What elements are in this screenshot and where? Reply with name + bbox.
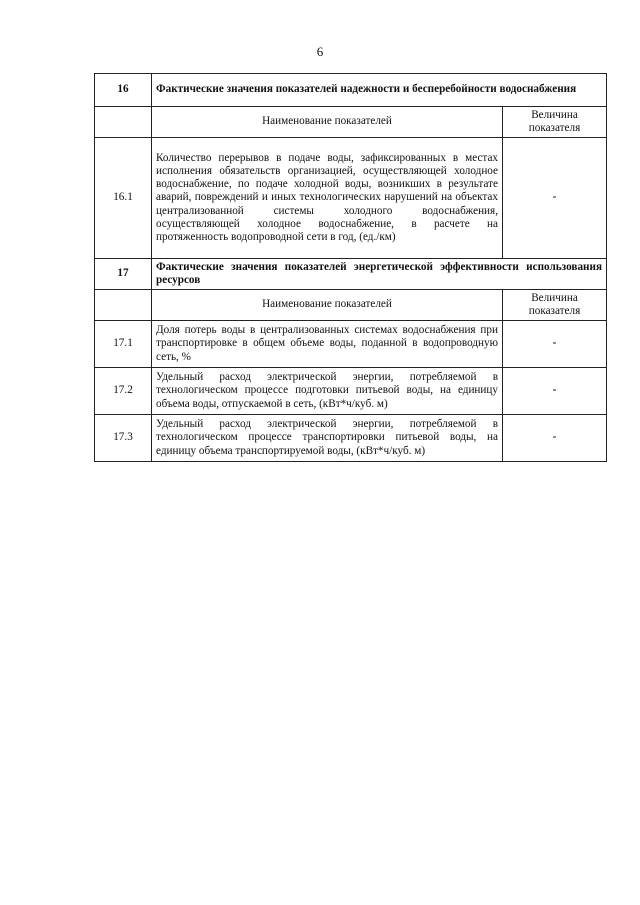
column-header-value: Величина показателя [503,290,607,321]
row-value: - [503,368,607,415]
row-description: Удельный расход электрической энергии, потребляемой в технологическом процессе подготовки питьевой воды, на единицу объема воды, отпускаемой в сеть, (кВт*ч/куб. м) [152,368,503,415]
empty-cell [95,107,152,138]
section-number: 17 [95,259,152,290]
column-header-value: Величина показателя [503,107,607,138]
indicators-table [94,73,607,462]
row-number: 16.1 [95,138,152,259]
column-header-row [95,107,607,138]
row-number: 17.3 [95,415,152,462]
section-header-row [95,74,607,107]
row-value: - [503,415,607,462]
row-description: Количество перерывов в подаче воды, зафиксированных в местах исполнения обязательств организацией, осуществляющей холодное водоснабжение, по подаче холодной воды, возникших в результате аварий, повреждений и иных технологических нарушений на объектах централизованной системы холодного водоснабжения, осуществляющей холодное водоснабжение, в расчете на протяженность водопроводной сети в год, (ед./км) [152,138,503,259]
row-value: - [503,138,607,259]
column-header-name: Наименование показателей [152,107,503,138]
table-row [95,321,607,368]
row-value: - [503,321,607,368]
row-number: 17.2 [95,368,152,415]
section-title: Фактические значения показателей надежности и бесперебойности водоснабжения [152,74,607,107]
row-description: Доля потерь воды в централизованных системах водоснабжения при транспортировке в общем объеме воды, поданной в водопроводную сеть, % [152,321,503,368]
page-number: 6 [316,44,324,59]
table-row [95,138,607,259]
section-title: Фактические значения показателей энергетической эффективности использования ресурсов [152,259,607,290]
table-row [95,415,607,462]
table-row [95,368,607,415]
column-header-name: Наименование показателей [152,290,503,321]
row-description: Удельный расход электрической энергии, потребляемой в технологическом процессе транспортировки питьевой воды, на единицу объема транспортируемой воды, (кВт*ч/куб. м) [152,415,503,462]
column-header-row [95,290,607,321]
empty-cell [95,290,152,321]
section-header-row [95,259,607,290]
section-number: 16 [95,74,152,107]
row-number: 17.1 [95,321,152,368]
